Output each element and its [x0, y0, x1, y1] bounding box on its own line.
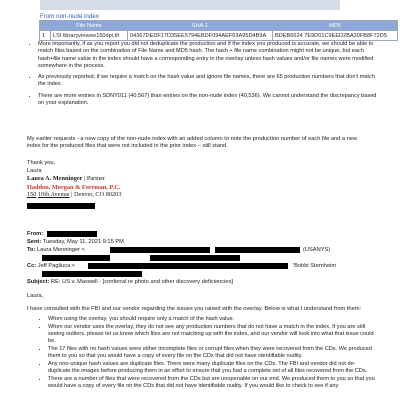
list-item: • There are a number of files that were recovered from the CDs but are unopenable on our end. We produced them to you so that you would have a copy of every file on the CDs that did not have identifiable nudity. If you would like to check to see if any — [48, 376, 378, 390]
table-row — [40, 31, 398, 41]
redaction-bar — [27, 203, 95, 209]
cc-value: Jeff Pagliuca < — [37, 263, 76, 269]
list-item: • The 17 files with no hash values were either incomplete files or corrupt files when they were recovered from the CDs. We produced them to you so that you would have a copy of every file on the CDs that did not have identifiable nudity. — [48, 346, 378, 360]
index-cell-num: 1 — [40, 31, 51, 41]
to-value: Laura Menninger < — [37, 247, 85, 253]
to-org: (USANYS) — [303, 247, 331, 253]
index-table-header — [40, 21, 398, 31]
index-header-blank — [40, 21, 51, 31]
redaction-bar — [150, 255, 240, 261]
findings-list — [28, 41, 378, 111]
redaction-bar — [215, 247, 300, 253]
cc-extra: 'Bobbi Sternheim — [293, 263, 337, 269]
sent-value: Tuesday, May 11, 2021 9:15 PM — [42, 239, 124, 245]
signature-role: | Partner — [82, 175, 106, 183]
requests-paragraph: My earlier requests - a new copy of the non-nude index with an added column to note the production number of each file and a new index for the produced files that were not included in the prior index – still stand. — [27, 136, 358, 150]
index-cell-filename: LSI libraryviewsw150dpi.tif — [51, 31, 128, 41]
consult-paragraph: I have consulted with the FBI and our vendor regarding the issues you raised with the overlay. Below is what I understand from them: — [27, 306, 362, 312]
email-sent-line — [27, 239, 124, 246]
list-item: • As previously reported, if we require a match on the hash value and ignore file names, there are 65 production numbers that don't match the index. — [38, 74, 378, 89]
sent-label: Sent: — [27, 239, 42, 245]
index-header-filename: File Name — [51, 21, 128, 31]
index-header-sha1: SHA-1 — [128, 21, 273, 31]
signoff-name: Laura — [27, 167, 42, 174]
subject-value: RE: US v. Maxwell - [conferral re photo and other discovery deficiencies] — [51, 279, 234, 285]
index-header-md5: MD5 — [273, 21, 398, 31]
cropped-table-strip — [40, 0, 340, 10]
redaction-bar — [42, 255, 110, 261]
address-city: | Denver, CO 80203 — [69, 191, 122, 199]
index-cell-sha1: 04367DEDF17D35EE5794EBDF094AEF63A95D4B9A — [128, 31, 273, 41]
email-from-line — [27, 231, 43, 238]
index-table — [39, 20, 398, 41]
list-item: • When using the overlay, you should require only a match of the hash value. — [48, 316, 378, 323]
email-to-line — [27, 247, 85, 254]
greeting: Laura, — [27, 293, 44, 299]
redaction-bar — [88, 263, 288, 269]
from-label: From: — [27, 231, 44, 237]
redaction-bar — [42, 271, 142, 277]
to-label: To: — [27, 247, 36, 253]
signature-name: Laura A. Menninger — [27, 175, 83, 183]
vendor-findings-list — [38, 316, 378, 391]
signoff-thanks: Thank you, — [27, 160, 56, 166]
subject-label: Subject: — [27, 279, 50, 285]
index-cell-md5: BDEB6624 7E9D01C9EED2BA30FB8F72D5 — [273, 31, 398, 41]
list-item: • More importantly, if as you report you did not deduplicate the production and if the index you produced is accurate, we should be able to match files based on the combination of File Name and MD5 hash. The hash + file name combination might not be unique, but each hash+file name value in the index should have a corresponding entry in the overlay unless hash values and/or file names were modified somewhere in the process. — [38, 41, 378, 70]
signature-block — [27, 160, 372, 199]
list-item: • There are more entries in SDNY011 (40,567) than entries on the non-nude index (40,536). We cannot understand the discrepancy based on your explanation. — [38, 93, 378, 108]
email-cc-line — [27, 263, 75, 270]
address-number: 150 — [27, 191, 37, 199]
address-street: 10th Avenue — [38, 191, 70, 199]
cc-label: Cc: — [27, 263, 37, 269]
email-subject-line — [27, 279, 233, 286]
redaction-bar — [47, 231, 97, 237]
firm-address — [27, 191, 372, 199]
list-item: • Any non-unique hash values are duplicate files. There were many duplicate files on the CDs. The FBI and vendor did not de-duplicate the images before producing them in an effort to ensure that you had a complete set of all files recovered from the CDs. — [48, 361, 378, 375]
list-item: • When our vendor uses the overlay, they do not see any production numbers that do not have a match in the index. If you are still seeing outliers, please let us know which files are not matching up with the index, and our vendor will look into what that issue could be. — [48, 324, 378, 346]
table-caption: From non-nude index — [40, 13, 99, 20]
firm-name: Haddon, Morgan & Foreman, P.C. — [27, 183, 121, 191]
signature-line — [27, 175, 372, 184]
redaction-bar — [110, 247, 210, 253]
